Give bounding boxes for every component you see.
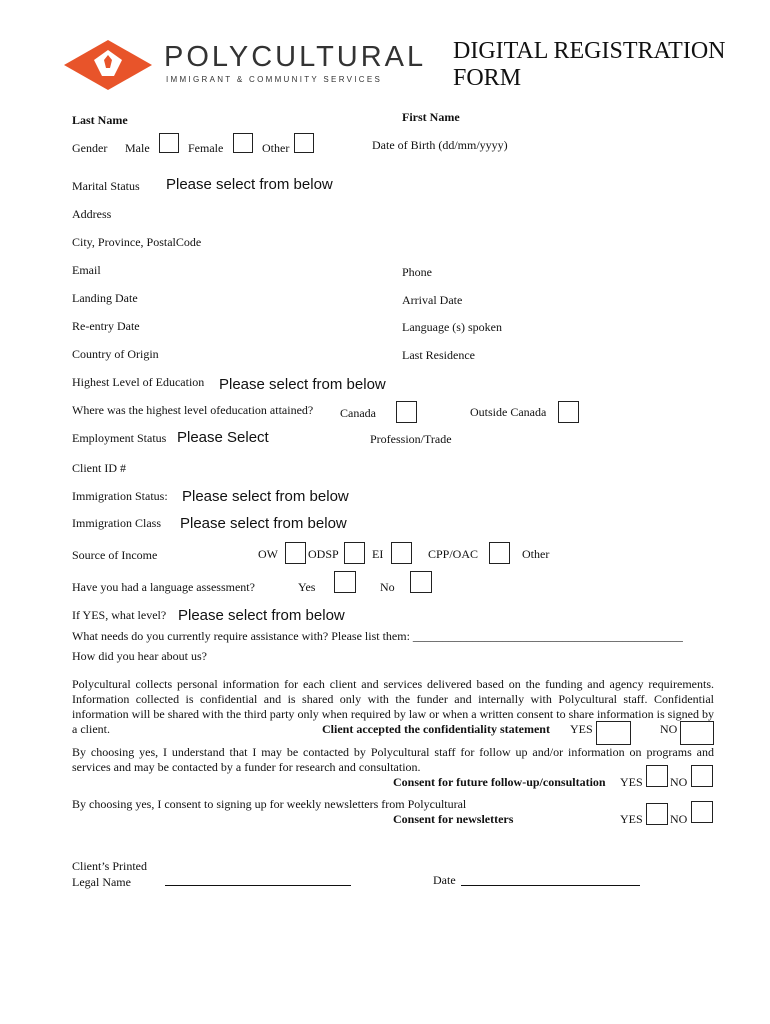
odsp-checkbox[interactable] <box>344 542 365 564</box>
followup-consent-label: Consent for future follow-up/consultation <box>393 775 606 789</box>
date-label: Date <box>433 873 456 887</box>
printed-name-line[interactable] <box>165 885 351 886</box>
last-name-label: Last Name <box>72 113 128 127</box>
assessment-yes-label: Yes <box>298 580 316 594</box>
language-spoken-label: Language (s) spoken <box>402 320 502 334</box>
profession-label: Profession/Trade <box>370 432 452 446</box>
education-select[interactable]: Please select from below <box>219 376 386 393</box>
newsletter-no-checkbox[interactable] <box>691 801 713 823</box>
male-label: Male <box>125 141 150 155</box>
newsletter-yes-label: YES <box>620 812 643 826</box>
female-checkbox[interactable] <box>233 133 253 153</box>
polycultural-logo <box>64 38 154 97</box>
canada-checkbox[interactable] <box>396 401 417 423</box>
education-attained-label: Where was the highest level ofeducation attained? <box>72 403 314 417</box>
form-title-line2: FORM <box>453 65 522 91</box>
gender-label: Gender <box>72 141 108 155</box>
hear-about-question: How did you hear about us? <box>72 649 207 663</box>
followup-paragraph: By choosing yes, I understand that I may be contacted by Polycultural staff for follow up and/or information on programs and services and may be contacted by a funder for research and consultation. <box>72 745 714 774</box>
if-yes-label: If YES, what level? <box>72 608 167 622</box>
last-residence-label: Last Residence <box>402 348 475 362</box>
ow-label: OW <box>258 547 278 561</box>
city-label: City, Province, PostalCode <box>72 235 202 249</box>
newsletter-paragraph: By choosing yes, I consent to signing up for weekly newsletters from Polycultural <box>72 797 467 811</box>
income-source-label: Source of Income <box>72 548 158 562</box>
privacy-paragraph: Polycultural collects personal information for each client and services delivered based on the funding and agency requirements. Information collected is confidential and is shared only with the funder and internally with Polycultural staff. Confidential information will be shared with the third party only when required by law or when a written consent to share information is signed by a client. <box>72 677 714 736</box>
client-id-label: Client ID # <box>72 461 126 475</box>
outside-canada-label: Outside Canada <box>470 405 547 419</box>
odsp-label: ODSP <box>308 547 339 561</box>
confidentiality-label: Client accepted the confidentiality statement <box>322 722 550 736</box>
marital-status-label: Marital Status <box>72 179 140 193</box>
date-line[interactable] <box>461 885 640 886</box>
immigration-class-label: Immigration Class <box>72 516 161 530</box>
income-other-label: Other <box>522 547 550 561</box>
assessment-no-label: No <box>380 580 395 594</box>
ei-label: EI <box>372 547 384 561</box>
logo-name: POLYCULTURAL <box>164 41 427 73</box>
confidentiality-no-checkbox[interactable] <box>680 721 714 745</box>
assessment-no-checkbox[interactable] <box>410 571 432 593</box>
language-assessment-label: Have you had a language assessment? <box>72 580 255 594</box>
immigration-status-select[interactable]: Please select from below <box>182 488 349 505</box>
immigration-class-select[interactable]: Please select from below <box>180 515 347 532</box>
marital-status-select[interactable]: Please select from below <box>166 176 333 193</box>
arrival-date-label: Arrival Date <box>402 293 463 307</box>
followup-no-label: NO <box>670 775 688 789</box>
form-title-line1: DIGITAL REGISTRATION <box>453 38 726 64</box>
confidentiality-yes-label: YES <box>570 722 593 736</box>
email-label: Email <box>72 263 101 277</box>
address-label: Address <box>72 207 112 221</box>
other-gender-checkbox[interactable] <box>294 133 314 153</box>
outside-canada-checkbox[interactable] <box>558 401 579 423</box>
followup-no-checkbox[interactable] <box>691 765 713 787</box>
first-name-label: First Name <box>402 110 460 124</box>
country-origin-label: Country of Origin <box>72 347 159 361</box>
landing-date-label: Landing Date <box>72 291 138 305</box>
assessment-yes-checkbox[interactable] <box>334 571 356 593</box>
phone-label: Phone <box>402 265 432 279</box>
employment-label: Employment Status <box>72 431 167 445</box>
dob-label: Date of Birth (dd/mm/yyyy) <box>372 138 508 152</box>
female-label: Female <box>188 141 224 155</box>
other-gender-label: Other <box>262 141 290 155</box>
education-label: Highest Level of Education <box>72 375 205 389</box>
cpp-label: CPP/OAC <box>428 547 479 561</box>
logo-tagline: IMMIGRANT & COMMUNITY SERVICES <box>166 75 383 84</box>
reentry-date-label: Re-entry Date <box>72 319 140 333</box>
immigration-status-label: Immigration Status: <box>72 489 168 503</box>
printed-name-label-line2: Legal Name <box>72 875 131 889</box>
confidentiality-no-label: NO <box>660 722 678 736</box>
newsletter-consent-label: Consent for newsletters <box>393 812 514 826</box>
male-checkbox[interactable] <box>159 133 179 153</box>
ei-checkbox[interactable] <box>391 542 412 564</box>
cpp-checkbox[interactable] <box>489 542 510 564</box>
confidentiality-yes-checkbox[interactable] <box>596 721 631 745</box>
canada-label: Canada <box>340 406 376 420</box>
ow-checkbox[interactable] <box>285 542 306 564</box>
printed-name-label-line1: Client’s Printed <box>72 859 147 873</box>
followup-yes-label: YES <box>620 775 643 789</box>
newsletter-no-label: NO <box>670 812 688 826</box>
assistance-question[interactable]: What needs do you currently require assistance with? Please list them: _____________________________________________ <box>72 629 683 643</box>
maple-leaf-logo-icon <box>64 38 154 92</box>
language-level-select[interactable]: Please select from below <box>178 607 345 624</box>
newsletter-yes-checkbox[interactable] <box>646 803 668 825</box>
employment-select[interactable]: Please Select <box>177 429 269 446</box>
followup-yes-checkbox[interactable] <box>646 765 668 787</box>
